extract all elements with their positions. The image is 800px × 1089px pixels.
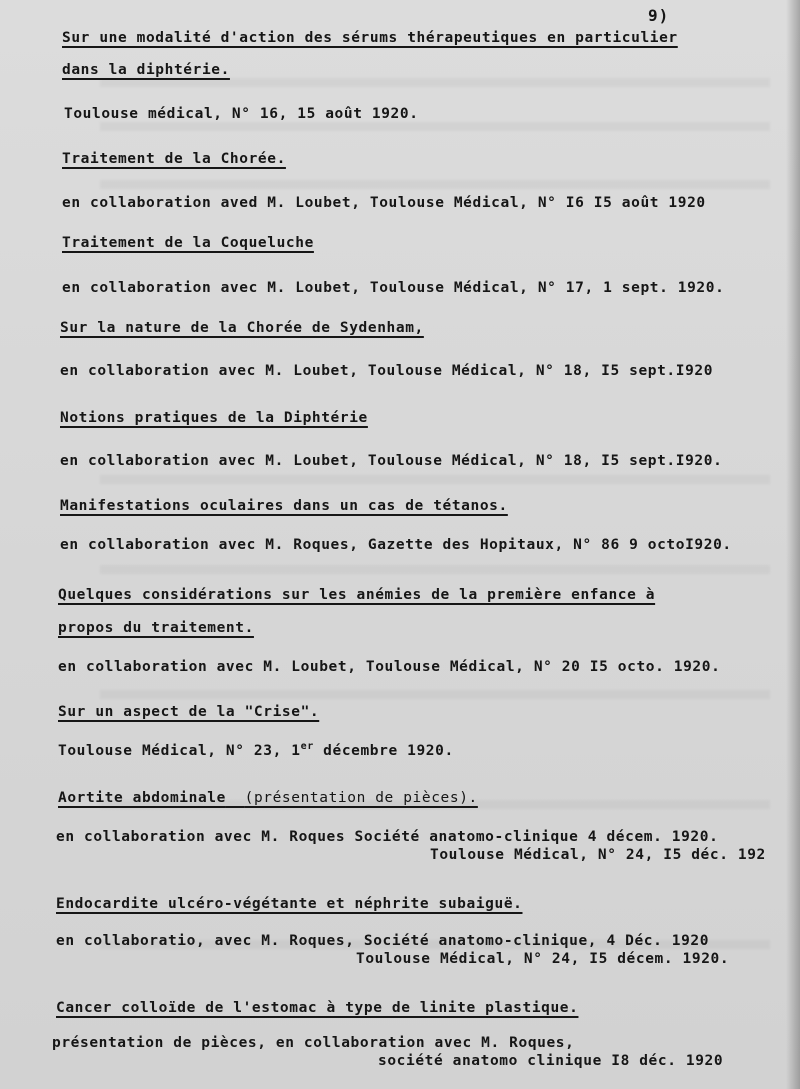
entry-title-continued: propos du traitement. [58,620,254,636]
entry-citation: en collaboration avec M. Roques Société anatomo-clinique 4 décem. 1920. [56,829,719,845]
entry-title-note: (présentation de pièces). [244,790,478,806]
entry-title: Manifestations oculaires dans un cas de tétanos. [60,498,508,514]
bleed-through-text [100,122,770,131]
bleed-through-text [100,565,770,574]
entry-title: Notions pratiques de la Diphtérie [60,410,368,426]
entry-citation: en collaboration avec M. Loubet, Toulouse Médical, N° 18, I5 sept.I920. [60,453,723,469]
entry-citation: en collaboration avec M. Loubet, Toulouse Médical, N° 17, 1 sept. 1920. [62,280,725,296]
entry-title: Sur la nature de la Chorée de Sydenham, [60,320,424,336]
entry-title-continued: dans la diphtérie. [62,62,230,78]
entry-citation: en collaboration aved M. Loubet, Toulouse Médical, N° I6 I5 août 1920 [62,195,706,211]
entry-citation: Toulouse médical, N° 16, 15 août 1920. [64,106,419,122]
page-number: 9) [648,6,670,25]
bleed-through-text [100,180,770,189]
entry-title: Traitement de la Coqueluche [62,235,314,251]
entry-citation: en collaboratio, avec M. Roques, Société anatomo-clinique, 4 Déc. 1920 [56,933,710,949]
entry-citation-continued: Toulouse Médical, N° 24, I5 décem. 1920. [356,951,730,967]
entry-citation-continued: Toulouse Médical, N° 24, I5 déc. 192 [430,847,766,863]
page-edge-shadow [786,0,800,1089]
entry-citation: en collaboration avec M. Roques, Gazette des Hopitaux, N° 86 9 octoI920. [60,537,732,553]
entry-title: Traitement de la Chorée. [62,151,286,167]
entry-title: Endocardite ulcéro-végétante et néphrite subaiguë. [56,896,523,912]
entry-citation: en collaboration avec M. Loubet, Toulouse Médical, N° 18, I5 sept.I920 [60,363,714,379]
entry-title: Quelques considérations sur les anémies de la première enfance à [58,587,656,603]
bleed-through-text [100,475,770,484]
bleed-through-text [100,690,770,699]
entry-citation-continued: société anatomo clinique I8 déc. 1920 [378,1053,724,1069]
entry-title: Aortite abdominale (présentation de pièces). [58,790,478,806]
entry-citation: Toulouse Médical, N° 23, 1er décembre 1920. [58,741,454,759]
entry-citation: en collaboration avec M. Loubet, Toulouse Médical, N° 20 I5 octo. 1920. [58,659,721,675]
entry-title: Cancer colloïde de l'estomac à type de linite plastique. [56,1000,579,1016]
entry-title: Sur un aspect de la "Crise". [58,704,320,720]
entry-title: Sur une modalité d'action des sérums thérapeutiques en particulier [62,30,678,46]
bleed-through-text [100,78,770,87]
entry-citation: présentation de pièces, en collaboration avec M. Roques, [52,1035,575,1051]
